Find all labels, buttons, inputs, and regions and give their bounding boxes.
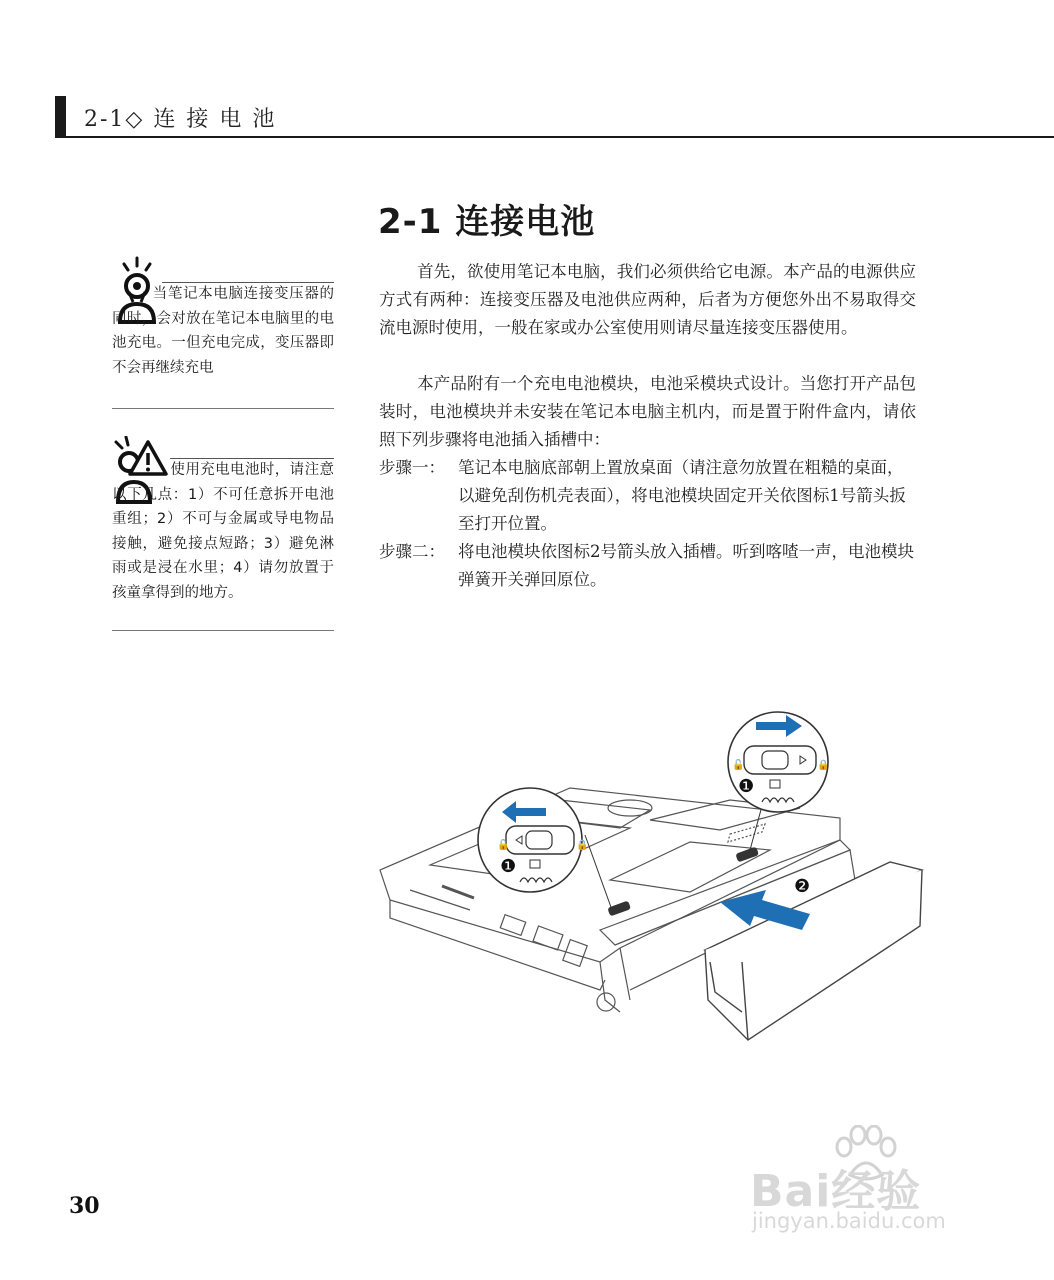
svg-text:🔓: 🔓 xyxy=(497,840,510,851)
paragraph-intro-text: 首先，欲使用笔记本电脑，我们必须供给它电源。本产品的电源供应方式有两种：连接变压器及电池供应两种，后者为方便您外出不易取得交流电源时使用，一般在家或办公室使用则请尽量连接变压器使用。 xyxy=(379,262,916,337)
step-two-label: 步骤二： xyxy=(379,542,445,561)
paragraph-module-text: 本产品附有一个充电电池模块，电池采模块式设计。当您打开产品包装时，电池模块并未安装在笔记本电脑主机内，而是置于附件盒内，请依照下列步骤将电池插入插槽中： xyxy=(379,374,916,449)
svg-text:🔒: 🔒 xyxy=(817,760,830,771)
paragraph-module xyxy=(379,370,916,454)
watermark-url: jingyan.baidu.com xyxy=(752,1209,946,1233)
step-one-label: 步骤一： xyxy=(379,458,445,477)
svg-text:🔓: 🔓 xyxy=(732,760,745,771)
step-marker-1-left: ❶ xyxy=(500,856,517,877)
step-marker-2: ❷ xyxy=(794,876,811,897)
latch-zoom-left xyxy=(478,788,612,910)
header-bar xyxy=(55,96,66,138)
page-title: 2-1 连接电池 xyxy=(378,202,596,242)
running-header: 2-1◇ 连 接 电 池 xyxy=(84,107,277,132)
tip-note-text: 当笔记本电脑连接变压器的同时，会对放在笔记本电脑里的电池充电。一但充电完成，变压器即不会再继续充电 xyxy=(112,286,334,376)
warning-note xyxy=(112,458,334,632)
tip-note xyxy=(112,282,334,410)
header-rule xyxy=(55,136,1054,138)
svg-text:🔒: 🔒 xyxy=(576,840,589,851)
paragraph-intro xyxy=(379,258,916,342)
tip-note-bottom-rule xyxy=(112,408,334,409)
battery-pack xyxy=(705,862,922,1040)
page-number: 30 xyxy=(69,1193,100,1219)
step-one-text: 笔记本电脑底部朝上置放桌面（请注意勿放置在粗糙的桌面，以避免刮伤机壳表面），将电池模块固定开关依图标1号箭头扳至打开位置。 xyxy=(458,458,906,533)
baidu-watermark xyxy=(730,1125,1000,1245)
warning-note-bottom-rule xyxy=(112,630,334,631)
step-two-text: 将电池模块依图标2号箭头放入插槽。听到喀喳一声，电池模块弹簧开关弹回原位。 xyxy=(458,542,914,589)
step-marker-1-right: ❶ xyxy=(738,776,755,797)
warning-note-text: 使用充电电池时，请注意以下几点：1）不可任意拆开电池重组；2）不可与金属或导电物品接触，避免接点短路；3）避免淋雨或是浸在水里；4）请勿放置于孩童拿得到的地方。 xyxy=(112,462,334,601)
latch-zoom-right xyxy=(728,712,829,850)
battery-install-illustration xyxy=(370,700,940,1060)
watermark-brand: Bai经验 xyxy=(750,1166,922,1217)
